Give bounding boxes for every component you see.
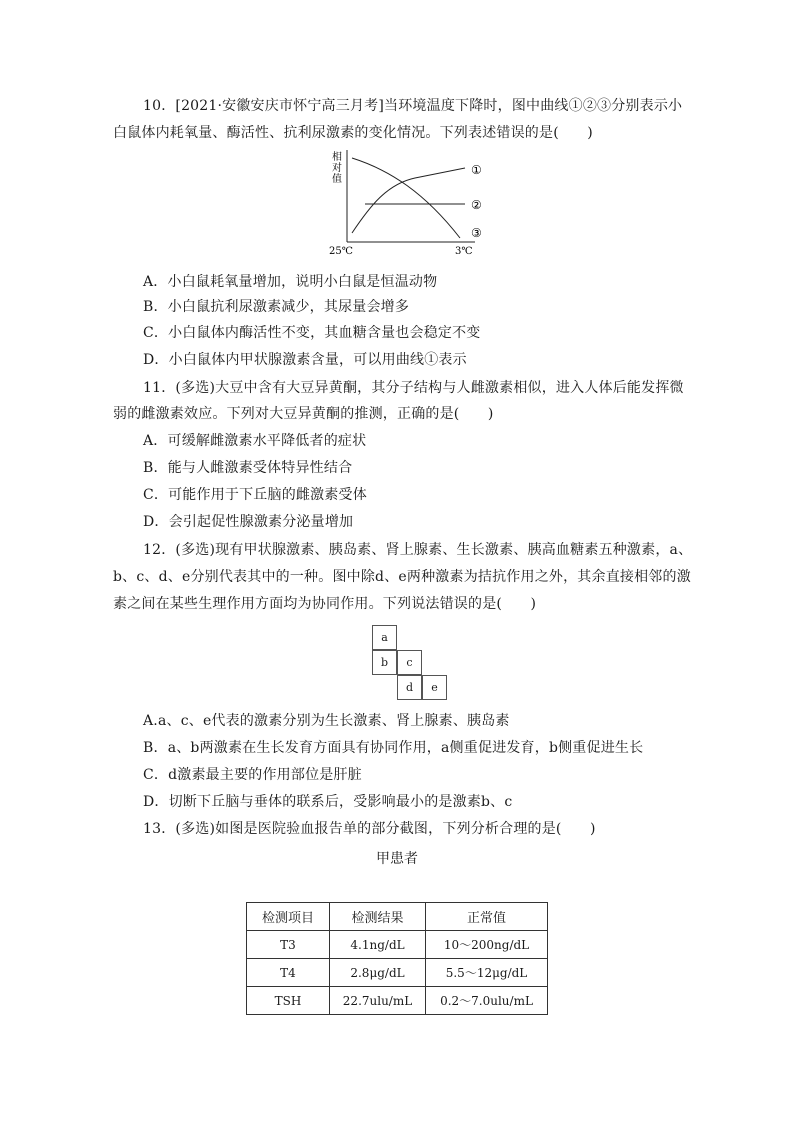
- grid-cell-a: a: [372, 625, 397, 650]
- grid-cell-b: b: [372, 650, 397, 675]
- header-normal: 正常值: [426, 903, 548, 931]
- q10-option-c: C．小白鼠体内酶活性不变，其血糖含量也会稳定不变: [143, 325, 481, 341]
- table-row: [247, 931, 548, 959]
- cell-item: T4: [247, 959, 330, 987]
- table-row: [247, 987, 548, 1015]
- q12-stem-line3: 素之间在某些生理作用方面均为协同作用。下列说法错误的是( ): [113, 596, 537, 612]
- q11-stem-line1: 11．(多选)大豆中含有大豆异黄酮，其分子结构与人雌激素相似，进入人体后能发挥微: [143, 380, 684, 396]
- curve-label-1: ①: [471, 163, 482, 177]
- cell-item: T3: [247, 931, 330, 959]
- curve-label-3: ③: [471, 226, 482, 240]
- q12-option-a: A.a、c、e代表的激素分别为生长激素、肾上腺素、胰岛素: [143, 713, 510, 729]
- q13-stem-line1: 13．(多选)如图是医院验血报告单的部分截图，下列分析合理的是( ): [143, 821, 596, 837]
- x-label-end: 3℃: [455, 246, 473, 257]
- header-result: 检测结果: [330, 903, 426, 931]
- q12-stem-line2: b、c、d、e分别代表其中的一种。图中除d、e两种激素为拮抗作用之外，其余直接相邻的激: [113, 569, 691, 585]
- y-axis-label-3: 值: [332, 174, 342, 185]
- q10-stem-line1: 10．[2021·安徽安庆市怀宁高三月考]当环境温度下降时，图中曲线①②③分别表示小: [143, 98, 683, 114]
- q10-graph: [325, 148, 495, 260]
- table-header-row: [247, 903, 548, 931]
- cell-result: 4.1ng/dL: [330, 931, 426, 959]
- q12-hormone-grid: [372, 625, 452, 700]
- q12-option-c: C．d激素最主要的作用部位是肝脏: [143, 767, 362, 783]
- grid-cell-d: d: [397, 675, 422, 700]
- cell-normal: 10～200ng/dL: [426, 931, 548, 959]
- blood-test-table: [246, 902, 548, 1015]
- cell-result: 22.7ulu/mL: [330, 987, 426, 1015]
- cell-normal: 0.2～7.0ulu/mL: [426, 987, 548, 1015]
- q10-option-a: A．小白鼠耗氧量增加，说明小白鼠是恒温动物: [143, 274, 438, 290]
- table-row: [247, 959, 548, 987]
- curve-label-2: ②: [471, 198, 482, 212]
- table-caption: 甲患者: [376, 851, 418, 867]
- curve-3: [352, 158, 460, 238]
- q12-stem-line1: 12．(多选)现有甲状腺激素、胰岛素、肾上腺素、生长激素、胰高血糖素五种激素，a、: [143, 542, 693, 558]
- q10-option-d: D．小白鼠体内甲状腺激素含量，可以用曲线①表示: [143, 352, 467, 368]
- grid-cell-e: e: [422, 675, 447, 700]
- q12-option-b: B．a、b两激素在生长发育方面具有协同作用，a侧重促进发育，b侧重促进生长: [143, 740, 644, 756]
- q11-stem-line2: 弱的雌激素效应。下列对大豆异黄酮的推测，正确的是( ): [113, 406, 494, 422]
- q10-stem-line2: 白鼠体内耗氧量、酶活性、抗利尿激素的变化情况。下列表述错误的是( ): [113, 125, 593, 141]
- header-item: 检测项目: [247, 903, 330, 931]
- cell-item: TSH: [247, 987, 330, 1015]
- q11-option-d: D．会引起促性腺激素分泌量增加: [143, 514, 354, 530]
- y-axis-label-2: 对: [332, 163, 342, 174]
- q11-option-b: B．能与人雌激素受体特异性结合: [143, 460, 353, 476]
- grid-cell-c: c: [397, 650, 422, 675]
- q12-option-d: D．切断下丘脑与垂体的联系后，受影响最小的是激素b、c: [143, 794, 513, 810]
- q11-option-a: A．可缓解雌激素水平降低者的症状: [143, 433, 367, 449]
- y-axis-label-1: 相: [332, 152, 342, 163]
- q11-option-c: C．可能作用于下丘脑的雌激素受体: [143, 487, 367, 503]
- cell-result: 2.8μg/dL: [330, 959, 426, 987]
- cell-normal: 5.5～12μg/dL: [426, 959, 548, 987]
- x-label-start: 25℃: [329, 246, 353, 257]
- q10-option-b: B．小白鼠抗利尿激素减少，其尿量会增多: [143, 299, 410, 315]
